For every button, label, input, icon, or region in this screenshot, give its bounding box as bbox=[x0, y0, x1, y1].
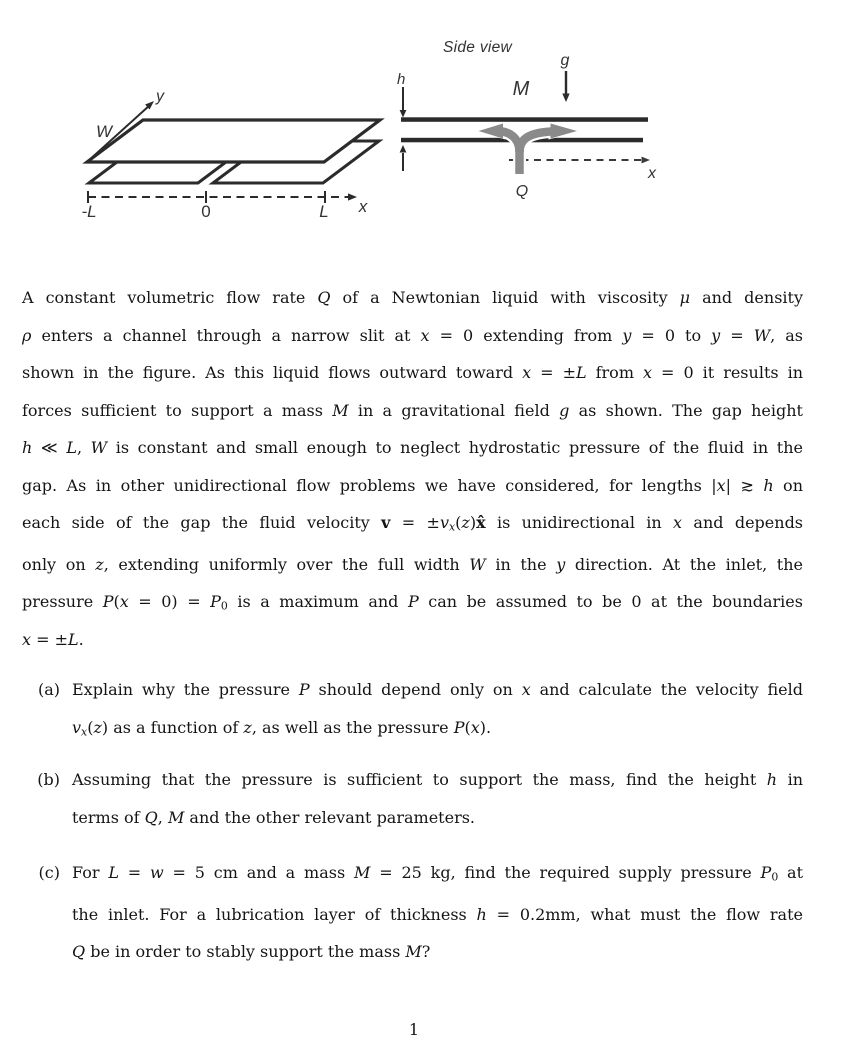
item-b-body bbox=[72, 761, 803, 836]
text-line: h ≪ L, W is constant and small enough to neglect hydrostatic pressure of the fluid in the bbox=[22, 438, 804, 457]
flow-right-arrowhead-icon bbox=[551, 124, 578, 139]
problem-statement bbox=[22, 279, 803, 659]
side-view bbox=[397, 39, 657, 200]
text-line: x = ±L. bbox=[22, 630, 84, 650]
h-up-arrowhead-icon bbox=[400, 145, 407, 153]
x-axis-label-side: x bbox=[648, 165, 656, 182]
h-down-arrowhead-icon bbox=[400, 110, 407, 118]
y-axis-label: y bbox=[156, 88, 164, 105]
x-axis-side bbox=[509, 157, 650, 164]
text-line: ρ enters a channel through a narrow slit at x = 0 extending from y = 0 to y = W, as bbox=[22, 325, 804, 345]
item-b bbox=[22, 761, 803, 836]
text-line: pressure P(x = 0) = P0 is a maximum and P can be assumed to be 0 at the boundaries bbox=[22, 592, 803, 613]
gravity-arrow bbox=[561, 52, 570, 102]
text-line: A constant volumetric flow rate Q of a Newtonian liquid with viscosity μ and density bbox=[22, 288, 803, 307]
bottom-plate-side-left bbox=[401, 138, 511, 143]
pos-l-label: L bbox=[319, 202, 329, 221]
flow-arrow bbox=[474, 123, 582, 175]
x-axis-label-3d: x bbox=[358, 197, 368, 216]
g-label: g bbox=[560, 52, 570, 69]
item-c-label: (c) bbox=[38, 863, 60, 882]
item-c-body bbox=[72, 854, 803, 971]
top-plate-side bbox=[401, 117, 648, 122]
text-line: each side of the gap the fluid velocity v = ±vx(z)x̂ is unidirectional in x and depends bbox=[22, 513, 804, 534]
text-line: only on z, extending uniformly over the full width W in the y direction. At the inlet, the bbox=[22, 554, 804, 574]
text-line: forces sufficient to support a mass M in a gravitational field g as shown. The gap height bbox=[22, 400, 803, 420]
x-arrowhead-icon bbox=[348, 193, 357, 200]
text-line: Assuming that the pressure is sufficient to support the mass, find the height h in bbox=[72, 770, 803, 789]
q-label: Q bbox=[515, 183, 529, 200]
item-a-body bbox=[72, 671, 803, 750]
mass-label: M bbox=[512, 78, 530, 100]
item-a-label: (a) bbox=[37, 680, 60, 699]
figure-diagram bbox=[0, 0, 859, 250]
text-line: For L = w = 5 cm and a mass M = 25 kg, find the required supply pressure P0 at bbox=[72, 863, 804, 884]
text-line: Q be in order to stably support the mass M? bbox=[72, 942, 431, 962]
item-b-label: (b) bbox=[37, 770, 60, 789]
perspective-view bbox=[81, 88, 380, 221]
side-view-title: Side view bbox=[443, 39, 513, 56]
text-line: vx(z) as a function of z, as well as the pressure P(x). bbox=[72, 717, 492, 738]
text-line: gap. As in other unidirectional flow problems we have considered, for lengths |x| ≳ h on bbox=[22, 475, 803, 495]
h-label: h bbox=[397, 71, 406, 88]
text-line: terms of Q, M and the other relevant parameters. bbox=[72, 807, 476, 827]
item-a bbox=[22, 671, 803, 750]
item-c bbox=[22, 854, 803, 971]
text-line: the inlet. For a lubrication layer of thickness h = 0.2mm, what must the flow rate bbox=[72, 904, 803, 924]
g-arrowhead-icon bbox=[562, 94, 569, 103]
zero-label: 0 bbox=[201, 202, 211, 221]
neg-l-label: -L bbox=[81, 202, 97, 221]
text-line: Explain why the pressure P should depend only on x and calculate the velocity field bbox=[72, 680, 804, 699]
flow-left-arrowhead-icon bbox=[479, 124, 504, 139]
w-label: W bbox=[96, 122, 113, 141]
text-line: shown in the figure. As this liquid flows outward toward x = ±L from x = 0 it results in bbox=[22, 363, 804, 382]
x-axis-3d bbox=[88, 191, 357, 203]
page-number: 1 bbox=[408, 1020, 420, 1039]
x-side-arrowhead-icon bbox=[642, 157, 651, 164]
